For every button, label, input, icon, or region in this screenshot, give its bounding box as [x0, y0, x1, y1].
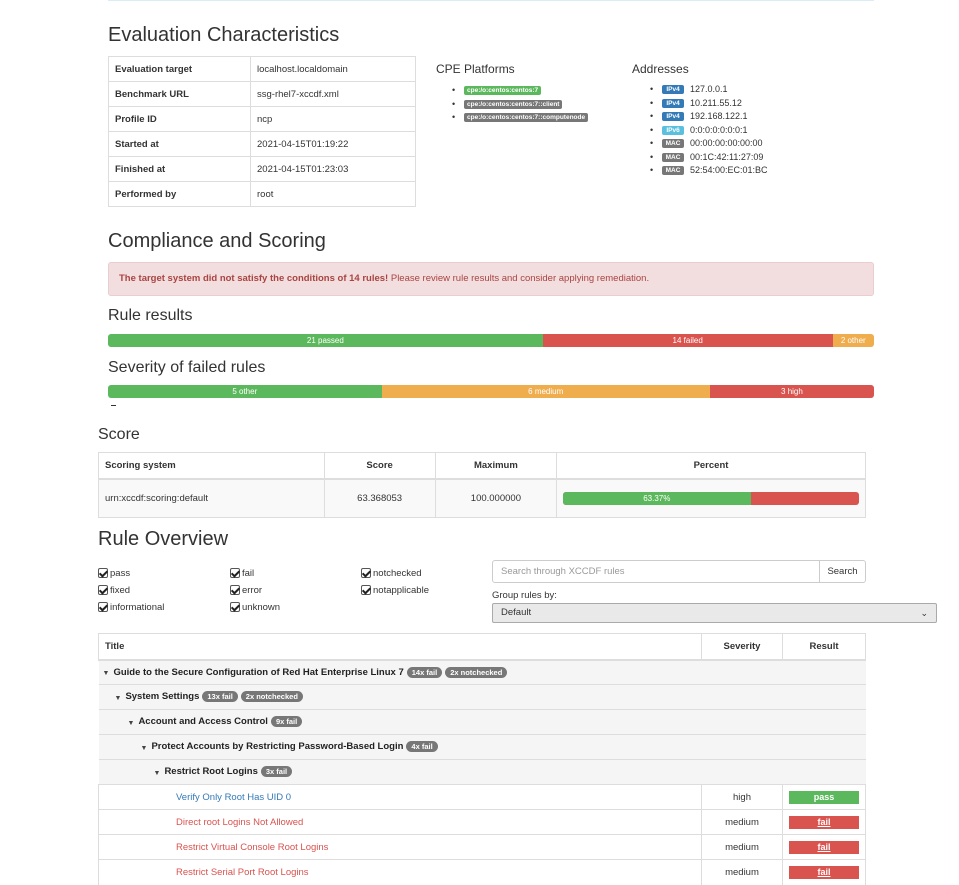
table-row [109, 132, 416, 157]
group-title: System Settings [125, 691, 200, 703]
notchecked-count-badge: 2x notchecked [241, 691, 303, 702]
failed-segment: 14 failed [543, 334, 833, 347]
other-segment: 2 other [833, 334, 874, 347]
address-type-label: MAC [662, 166, 684, 175]
list-item [650, 83, 768, 97]
filter-informational-checkbox[interactable] [98, 602, 164, 614]
rule-row [99, 835, 866, 860]
collapse-triangle-icon[interactable]: ▼ [114, 694, 122, 702]
top-divider [108, 0, 874, 1]
evaluation-table [108, 56, 416, 207]
notchecked-count-badge: 2x notchecked [445, 667, 507, 678]
medium-severity-segment: 6 medium [382, 385, 710, 398]
cpe-platforms-heading: CPE Platforms [436, 62, 515, 76]
eval-key: Performed by [109, 182, 251, 207]
rule-title-cell [99, 810, 702, 835]
address-value: 52:54:00:EC:01:BC [690, 165, 768, 175]
checkbox-checked-icon[interactable] [98, 585, 108, 595]
filter-label: error [242, 585, 263, 596]
eval-value: 2021-04-15T01:23:03 [251, 157, 416, 182]
addresses-list [650, 83, 768, 178]
address-type-label: MAC [662, 139, 684, 148]
cpe-label: cpe:/o:centos:centos:7::client [464, 100, 562, 109]
rule-severity: medium [702, 810, 783, 835]
filter-pass-checkbox[interactable] [98, 568, 130, 580]
eval-key: Benchmark URL [109, 82, 251, 107]
passed-segment: 21 passed [108, 334, 543, 347]
rule-title-cell [99, 860, 702, 885]
result-badge[interactable]: pass [789, 791, 859, 804]
severity-heading: Severity of failed rules [108, 359, 266, 376]
table-row [109, 82, 416, 107]
fail-count-badge: 9x fail [271, 716, 302, 727]
table-row [109, 107, 416, 132]
eval-value: ncp [251, 107, 416, 132]
cpe-platforms-list [452, 84, 588, 125]
rule-result-cell [783, 860, 866, 885]
filter-label: unknown [242, 602, 281, 613]
col-severity: Severity [702, 634, 783, 660]
checkbox-checked-icon[interactable] [361, 585, 371, 595]
address-value: 10.211.55.12 [690, 97, 742, 108]
table-row [109, 157, 416, 182]
cpe-label: cpe:/o:centos:centos:7 [464, 86, 541, 95]
checkbox-checked-icon[interactable] [98, 568, 108, 578]
score-progress-fill: 63.37% [563, 492, 751, 505]
addresses-heading: Addresses [632, 62, 689, 76]
col-maximum: Maximum [435, 453, 556, 479]
address-type-label: IPv6 [662, 126, 684, 135]
eval-value: root [251, 182, 416, 207]
checkbox-checked-icon[interactable] [230, 568, 240, 578]
high-severity-segment: 3 high [710, 385, 874, 398]
group-row[interactable] [99, 735, 866, 760]
eval-value: ssg-rhel7-xccdf.xml [251, 82, 416, 107]
group-by-label: Group rules by: [492, 590, 557, 601]
address-value: 127.0.0.1 [690, 84, 728, 94]
fail-count-badge: 13x fail [202, 691, 237, 702]
address-value: 192.168.122.1 [690, 111, 748, 121]
result-badge[interactable]: fail [789, 841, 859, 854]
eval-key: Profile ID [109, 107, 251, 132]
filter-label: notchecked [373, 568, 422, 579]
search-input[interactable] [492, 560, 820, 583]
filter-label: fail [242, 568, 255, 579]
address-type-label: IPv4 [662, 112, 684, 121]
fail-count-badge: 14x fail [407, 667, 442, 678]
chevron-down-icon: ⌄ [920, 608, 928, 618]
rule-overview-heading: Rule Overview [98, 528, 229, 550]
eval-key: Evaluation target [109, 57, 251, 82]
fail-count-badge: 4x fail [406, 741, 437, 752]
rule-link[interactable]: Direct root Logins Not Allowed [176, 816, 304, 828]
col-scoring-system: Scoring system [99, 453, 325, 479]
list-item [452, 98, 588, 112]
col-score: Score [324, 453, 435, 479]
score-progress-bar [563, 492, 859, 505]
group-cell[interactable] [99, 660, 866, 685]
checkbox-checked-icon[interactable] [361, 568, 371, 578]
rule-severity: medium [702, 860, 783, 885]
address-type-label: MAC [662, 153, 684, 162]
search-button[interactable]: Search [819, 560, 866, 583]
rule-row [99, 785, 866, 810]
rule-link[interactable]: Restrict Serial Port Root Logins [176, 866, 309, 878]
other-severity-segment: 5 other [108, 385, 382, 398]
collapse-triangle-icon[interactable]: ▼ [140, 744, 148, 752]
group-row[interactable] [99, 660, 866, 685]
rule-title-cell [99, 835, 702, 860]
percent-cell [557, 479, 866, 518]
group-row[interactable] [99, 710, 866, 735]
list-item [650, 151, 768, 165]
eval-key: Finished at [109, 157, 251, 182]
eval-key: Started at [109, 132, 251, 157]
rule-severity: medium [702, 835, 783, 860]
list-item [650, 164, 768, 178]
address-type-label: IPv4 [662, 85, 684, 94]
score-value: 63.368053 [324, 479, 435, 518]
collapse-triangle-icon[interactable]: ▼ [127, 719, 135, 727]
group-cell[interactable] [99, 735, 866, 760]
group-row[interactable] [99, 760, 866, 785]
collapse-triangle-icon[interactable]: ▼ [102, 669, 110, 677]
rule-severity: high [702, 785, 783, 810]
address-type-label: IPv4 [662, 99, 684, 108]
filter-label: notapplicable [373, 585, 429, 596]
table-header-row [99, 453, 866, 479]
list-item [650, 124, 768, 138]
compliance-alert [108, 262, 874, 296]
rule-row [99, 810, 866, 835]
rule-title-cell [99, 785, 702, 810]
group-row[interactable] [99, 685, 866, 710]
evaluation-heading: Evaluation Characteristics [108, 24, 340, 46]
filter-label: informational [110, 602, 165, 613]
rule-row [99, 860, 866, 885]
group-cell[interactable] [99, 685, 866, 710]
group-cell[interactable] [99, 710, 866, 735]
checkbox-checked-icon[interactable] [98, 602, 108, 612]
eval-value: localhost.localdomain [251, 57, 416, 82]
rule-link[interactable]: Verify Only Root Has UID 0 [176, 791, 292, 803]
filter-label: pass [110, 568, 131, 579]
list-item [452, 84, 588, 98]
eval-value: 2021-04-15T01:19:22 [251, 132, 416, 157]
list-item [650, 97, 768, 111]
alert-strong-text: The target system did not satisfy the conditions of 14 rules! [119, 273, 389, 284]
divider-mark [111, 405, 116, 406]
table-header-row [99, 634, 866, 660]
group-by-select[interactable] [492, 603, 937, 623]
rule-result-cell [783, 785, 866, 810]
filter-fail-checkbox[interactable] [230, 568, 254, 580]
list-item [650, 137, 768, 151]
alert-text: Please review rule results and consider applying remediation. [388, 273, 650, 284]
score-heading: Score [98, 426, 140, 443]
scoring-system-value: urn:xccdf:scoring:default [99, 479, 325, 518]
col-percent: Percent [557, 453, 866, 479]
rule-result-cell [783, 835, 866, 860]
checkbox-checked-icon[interactable] [230, 602, 240, 612]
rule-results-heading: Rule results [108, 307, 193, 324]
group-title: Restrict Root Logins [164, 766, 258, 778]
col-title: Title [99, 634, 702, 660]
list-item [650, 110, 768, 124]
table-row [109, 182, 416, 207]
filter-notapplicable-checkbox[interactable] [361, 585, 429, 597]
address-value: 00:00:00:00:00:00 [690, 138, 763, 148]
table-row [109, 57, 416, 82]
filter-error-checkbox[interactable] [230, 585, 262, 597]
group-by-value: Default [501, 607, 532, 618]
checkbox-checked-icon[interactable] [230, 585, 240, 595]
address-value: 0:0:0:0:0:0:0:1 [690, 124, 748, 135]
cpe-label: cpe:/o:centos:centos:7::computenode [464, 113, 588, 122]
rule-results-bar [108, 334, 874, 347]
group-cell[interactable] [99, 760, 866, 785]
collapse-triangle-icon[interactable]: ▼ [153, 769, 161, 777]
maximum-value: 100.000000 [435, 479, 556, 518]
group-title: Guide to the Secure Configuration of Red Hat Enterprise Linux 7 [113, 666, 404, 678]
rule-link[interactable]: Restrict Virtual Console Root Logins [176, 841, 329, 853]
table-row [99, 479, 866, 518]
result-badge[interactable]: fail [789, 866, 859, 879]
filter-label: fixed [110, 585, 131, 596]
filter-notchecked-checkbox[interactable] [361, 568, 422, 580]
score-table [98, 452, 866, 518]
rule-result-cell [783, 810, 866, 835]
compliance-heading: Compliance and Scoring [108, 230, 326, 252]
address-value: 00:1C:42:11:27:09 [690, 151, 764, 162]
result-badge[interactable]: fail [789, 816, 859, 829]
group-title: Protect Accounts by Restricting Password-Based Login [151, 741, 404, 753]
list-item [452, 111, 588, 125]
filter-unknown-checkbox[interactable] [230, 602, 280, 614]
rule-overview-table [98, 633, 866, 885]
severity-bar [108, 385, 874, 398]
fail-count-badge: 3x fail [261, 766, 292, 777]
group-title: Account and Access Control [138, 716, 268, 728]
filter-fixed-checkbox[interactable] [98, 585, 130, 597]
col-result: Result [783, 634, 866, 660]
